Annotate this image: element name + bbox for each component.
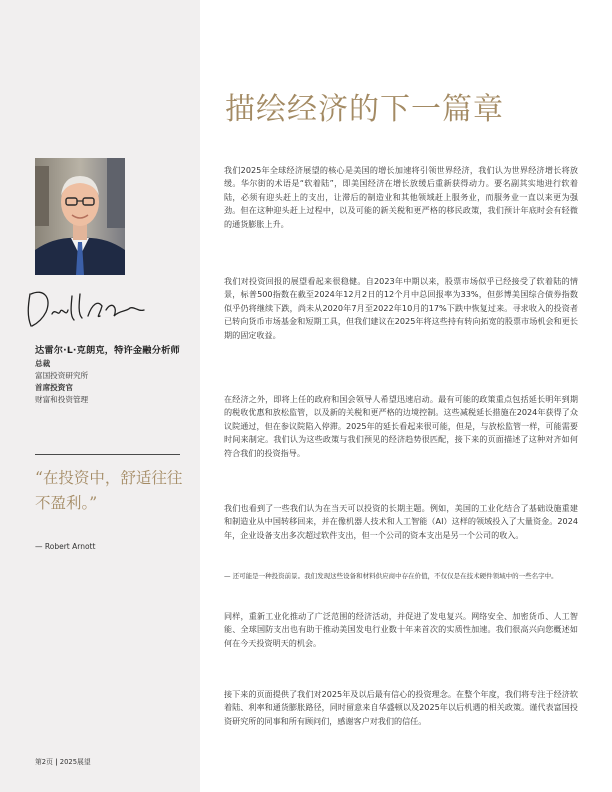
body-paragraph: 同样，重新工业化推动了广泛范围的经济活动，并促进了发电复兴。网络安全、加密货币、人工智能、全球国防支出也有助于推动美国发电行业数十年来首次的实质性加速。我们很高兴向您概述如何在今天投资明天的机会。	[224, 611, 578, 648]
body-paragraph: 我们2025年全球经济展望的核心是美国的增长加速将引领世界经济，我们认为世界经济增长将放缓。华尔街的术语是“软着陆”，即美国经济在增长放缓后重新获得动力。要名副其实地进行软着陆，必须有迎头赶上的支出，让滞后的制造业和其他领域赶上服务业，而服务业一直以来更为强劲。但在这种迎头赶上过程中，以及可能的新关税和更严格的移民政策，我们预计年底时会有轻微的通货膨胀上升。	[224, 165, 578, 229]
quote-author: — Robert Arnott	[35, 542, 96, 551]
author-title-line: 总裁	[35, 359, 51, 368]
body-paragraph: 我们对投资回报的展望看起来很稳健。自2023年中期以来，股票市场似乎已经接受了软着陆的情景，标普500指数在截至2024年12月2日的12个月中总回报率为33%，但彭博美国综合债券指数似乎仍将继续下跌，尚未从2020年7月至2022年10月的17%下跌中恢复过来。寻求收入的投资者已转向货币市场基金和短期工具，但我们建议在2025年将这些持有转向拓宽的股票市场机会和更长期的固定收益。	[224, 276, 578, 340]
page-footer	[35, 756, 91, 766]
signature	[22, 286, 172, 332]
author-name: 达雷尔·L·克朗克，特许金融分析师	[35, 345, 180, 356]
body-paragraph: 在经济之外，即将上任的政府和国会领导人希望迅速启动。最有可能的政策重点包括延长明年到期的税收优惠和放松监管，以及新的关税和更严格的边境控制。这些减税延长措施在2024年获得了众议院通过，但在参议院陷入停滞。2025年的延长看起来很可能，但是，与放松监管一样，可能需要时间来制定。我们认为这些政策与我们预见的经济趋势很匹配，接下来的页面描述了这种对齐如何符合我们的投资指导。	[224, 394, 578, 458]
footnote: — 还可能是一种投资前景。我们发现这些设备和材料供应商中存在价值，不仅仅是在技术硬件领域中的一些名字中。	[224, 572, 558, 580]
footer-label: 2025展望	[59, 758, 91, 766]
quote-divider	[35, 454, 180, 455]
body-paragraph: 接下来的页面提供了我们对2025年及以后最有信心的投资理念。在整个年度，我们将专注于经济软着陆、利率和通货膨胀路径，同时留意来自华盛顿以及2025年以后机遇的相关政策。谨代表富国投资研究所的同事和所有顾问们，感谢客户对我们的信任。	[224, 689, 578, 726]
author-portrait	[35, 158, 125, 275]
author-title-line: 首席投资官	[35, 383, 73, 392]
author-title-block	[35, 358, 185, 406]
page-title: 描绘经济的下一篇章	[225, 92, 504, 127]
page-number: 第2页	[35, 758, 53, 766]
pull-quote: “在投资中，舒适往往不盈利。”	[35, 469, 183, 512]
author-title-line: 富国投资研究所	[35, 371, 89, 380]
author-title-line: 财富和投资管理	[35, 395, 89, 404]
body-paragraph: 我们也看到了一些我们认为在当天可以投资的长期主题。例如，美国的工业化结合了基础设施重建和制造业从中国转移回来，并在像机器人技术和人工智能（AI）这样的领域投入了大量资金。2024年，企业设备支出多次超过软件支出，但一个公司的资本支出是另一个公司的收入。	[224, 503, 578, 540]
footer-separator: |	[55, 758, 58, 766]
